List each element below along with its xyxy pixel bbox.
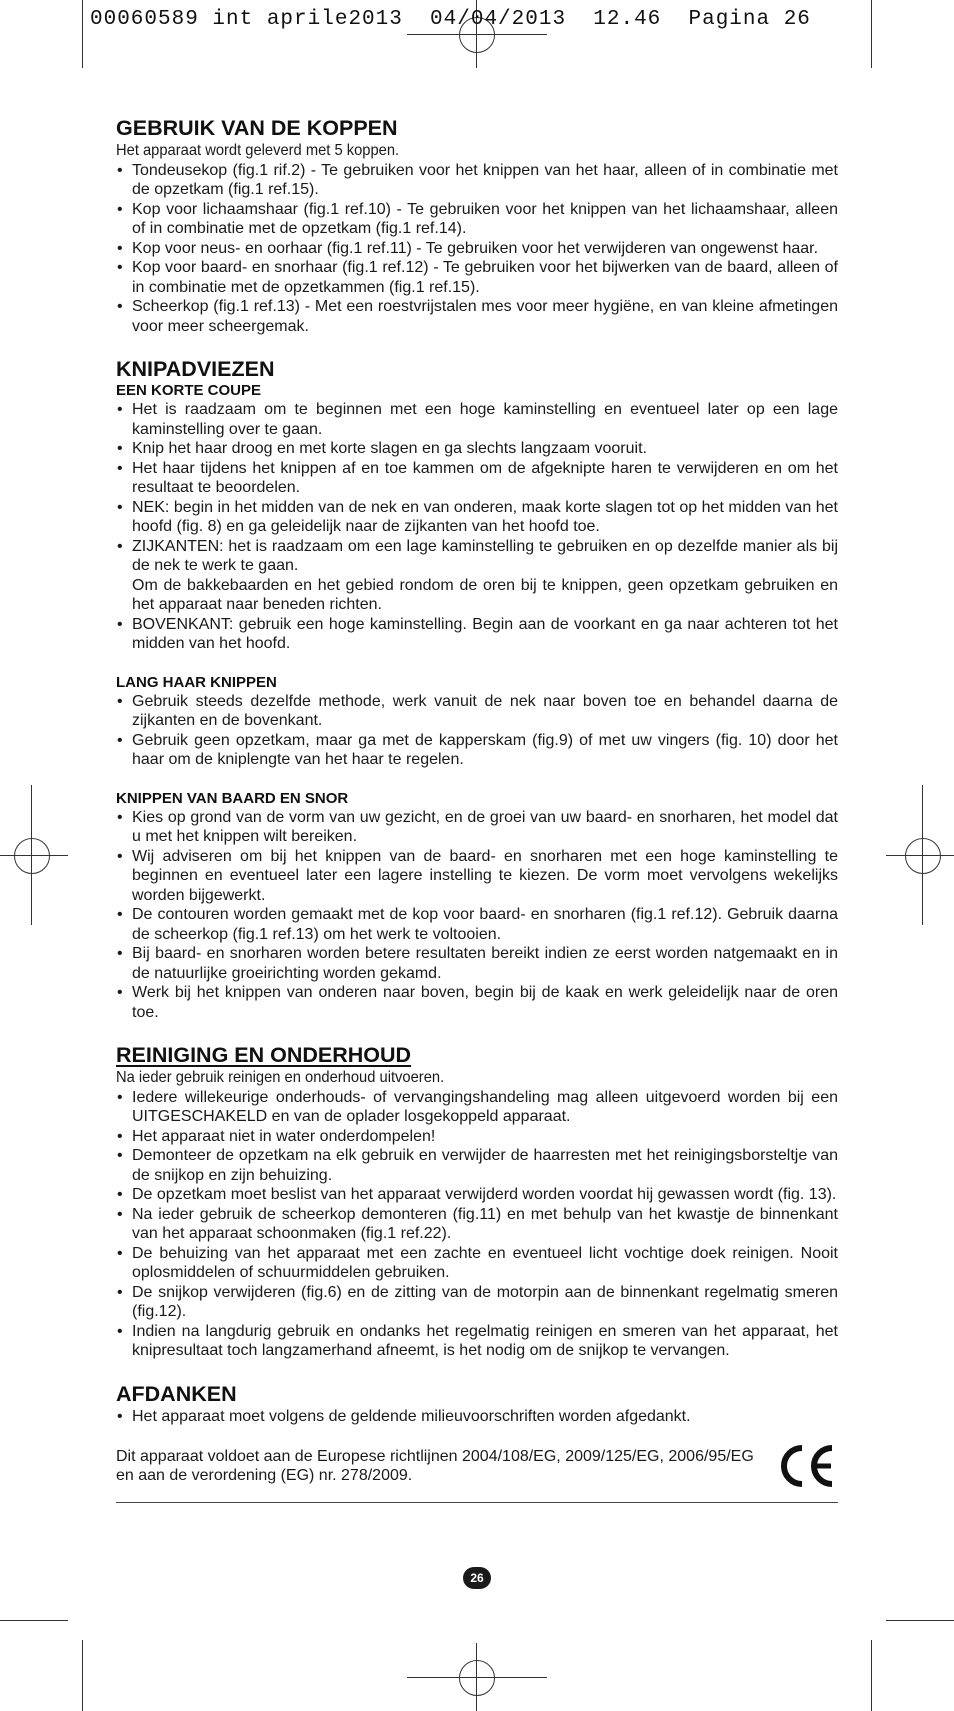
bullet-list <box>116 692 838 770</box>
list-item: • Kies op grond van de vorm van uw gezicht, en de groei van uw baard- en snorharen, het model dat u met het knippen wilt bereiken. <box>116 808 838 847</box>
list-item: • Gebruik steeds dezelfde methode, werk vanuit de nek naar boven toe en behandel daarna de zijkanten en de bovenkant. <box>116 692 838 731</box>
list-item: • De behuizing van het apparaat met een zachte en eventueel licht vochtige doek reinigen. Nooit oplosmiddelen of schuurmiddelen gebruiken. <box>116 1244 838 1283</box>
list-item: • Het apparaat niet in water onderdompelen! <box>116 1127 838 1147</box>
footer-divider <box>116 1502 838 1503</box>
section-reiniging <box>116 1042 838 1361</box>
section-title: KNIPADVIEZEN <box>116 357 275 381</box>
list-item-note: Om de bakkebaarden en het gebied rondom de oren bij te knippen, geen opzetkam gebruiken en het apparaat naar beneden richten. <box>132 576 838 613</box>
bullet-list <box>116 161 838 337</box>
list-item <box>116 537 838 615</box>
crop-mark <box>0 1620 68 1621</box>
list-item: • Bij baard- en snorharen worden betere resultaten bereikt indien ze eerst worden natgemaakt en in de natuurlijke groeirichting worden gekamd. <box>116 944 838 983</box>
crop-mark <box>871 0 872 68</box>
bullet-list <box>116 1088 838 1361</box>
crop-mark <box>82 0 83 68</box>
print-header: 00060589 int aprile2013 04/04/2013 12.46 Pagina 26 <box>90 8 811 31</box>
registration-mark <box>459 1660 495 1696</box>
section-title: REINIGING EN ONDERHOUD <box>116 1043 412 1067</box>
list-item: • Het haar tijdens het knippen af en toe kammen om de afgeknipte haren te verwijderen en om het resultaat te beoordelen. <box>116 459 838 498</box>
list-item: • BOVENKANT: gebruik een hoge kaminstelling. Begin aan de voorkant en ga naar achteren tot het midden van het hoofd. <box>116 615 838 654</box>
ce-mark-icon <box>774 1442 838 1490</box>
list-item: • Na ieder gebruik de scheerkop demonteren (fig.11) en met behulp van het kwastje de binnenkant van het apparaat schoonmaken (fig.1 ref.22). <box>116 1205 838 1244</box>
list-item-text: • ZIJKANTEN: het is raadzaam om een lage kaminstelling te gebruiken en op dezelfde manier als bij de nek te werk te gaan. <box>132 537 838 574</box>
crop-mark <box>886 1620 954 1621</box>
section-intro: Het apparaat wordt geleverd met 5 koppen. <box>116 142 400 159</box>
list-item: • De opzetkam moet beslist van het apparaat verwijderd worden voordat hij gewassen wordt (fig. 13). <box>116 1185 838 1205</box>
document-page <box>116 115 838 1503</box>
list-item: • Het is raadzaam om te beginnen met een hoge kaminstelling en eventueel later op een lage kaminstelling over te gaan. <box>116 400 838 439</box>
list-item: • Scheerkop (fig.1 ref.13) - Met een roestvrijstalen mes voor meer hygiëne, en van kleine afmetingen voor meer scheergemak. <box>116 297 838 336</box>
list-item: • Het apparaat moet volgens de geldende milieuvoorschriften worden afgedankt. <box>116 1407 838 1427</box>
list-item: • Indien na langdurig gebruik en ondanks het regelmatig reinigen en smeren van het apparaat, het knipresultaat toch langzamerhand afneemt, is het nodig om de snijkop te vervangen. <box>116 1322 838 1361</box>
subsection-title: LANG HAAR KNIPPEN <box>116 673 277 691</box>
section-afdanken <box>116 1381 838 1504</box>
bullet-list <box>116 1407 838 1427</box>
page-number-badge: 26 <box>463 1567 491 1589</box>
bullet-list <box>116 400 838 654</box>
subsection-title: KNIPPEN VAN BAARD EN SNOR <box>116 789 349 807</box>
list-item: • NEK: begin in het midden van de nek en van onderen, maak korte slagen tot op het midden van het hoofd (fig. 8) en ga geleidelijk naar de zijkanten van het hoofd toe. <box>116 498 838 537</box>
list-item: • Werk bij het knippen van onderen naar boven, begin bij de kaak en werk geleidelijk naar de oren toe. <box>116 983 838 1022</box>
list-item: • De snijkop verwijderen (fig.6) en de zitting van de motorpin aan de binnenkant regelmatig smeren (fig.12). <box>116 1283 838 1322</box>
list-item: • Demonteer de opzetkam na elk gebruik en verwijder de haarresten met het reinigingsborsteltje van de snijkop en zijn behuizing. <box>116 1146 838 1185</box>
section-title: GEBRUIK VAN DE KOPPEN <box>116 116 398 140</box>
bullet-list <box>116 808 838 1023</box>
list-item: • Iedere willekeurige onderhouds- of vervangingshandeling mag alleen uitgevoerd worden bij een UITGESCHAKELD en van de oplader losgekoppeld apparaat. <box>116 1088 838 1127</box>
section-koppen <box>116 115 838 336</box>
list-item: • Gebruik geen opzetkam, maar ga met de kapperskam (fig.9) of met uw vingers (fig. 10) door het haar om de kniplengte van het haar te regelen. <box>116 731 838 770</box>
subsection-title: EEN KORTE COUPE <box>116 382 262 399</box>
section-knipadviezen <box>116 356 838 1022</box>
list-item: • De contouren worden gemaakt met de kop voor baard- en snorharen (fig.1 ref.12). Gebruik daarna de scheerkop (fig.1 ref.13) om het werk te voltooien. <box>116 905 838 944</box>
registration-mark <box>905 838 941 874</box>
list-item: • Tondeusekop (fig.1 rif.2) - Te gebruiken voor het knippen van het haar, alleen of in combinatie met de opzetkam (fig.1 ref.15). <box>116 161 838 200</box>
list-item: • Kop voor neus- en oorhaar (fig.1 ref.11) - Te gebruiken voor het verwijderen van ongewenst haar. <box>116 239 838 259</box>
registration-mark <box>14 838 50 874</box>
compliance-text: Dit apparaat voldoet aan de Europese richtlijnen 2004/108/EG, 2009/125/EG, 2006/95/EG en aan de verordening (EG) nr. 278/2009. <box>116 1447 754 1484</box>
section-title: AFDANKEN <box>116 1381 237 1406</box>
list-item: • Knip het haar droog en met korte slagen en ga slechts langzaam vooruit. <box>116 439 838 459</box>
compliance-block <box>116 1442 838 1490</box>
crop-mark <box>82 1640 83 1711</box>
crop-mark <box>871 1640 872 1711</box>
list-item: • Kop voor baard- en snorhaar (fig.1 ref.12) - Te gebruiken voor het bijwerken van de baard, alleen of in combinatie met de opzetkammen (fig.1 ref.15). <box>116 258 838 297</box>
list-item: • Kop voor lichaamshaar (fig.1 ref.10) - Te gebruiken voor het knippen van het lichaamshaar, alleen of in combinatie met de opzetkam (fig.1 ref.14). <box>116 200 838 239</box>
section-intro: Na ieder gebruik reinigen en onderhoud uitvoeren. <box>116 1069 445 1086</box>
list-item: • Wij adviseren om bij het knippen van de baard- en snorharen met een hoge kaminstelling te beginnen en eventueel later een lagere instelling te kiezen. De vorm moet vervolgens wekelijks worden bijgewerkt. <box>116 847 838 906</box>
